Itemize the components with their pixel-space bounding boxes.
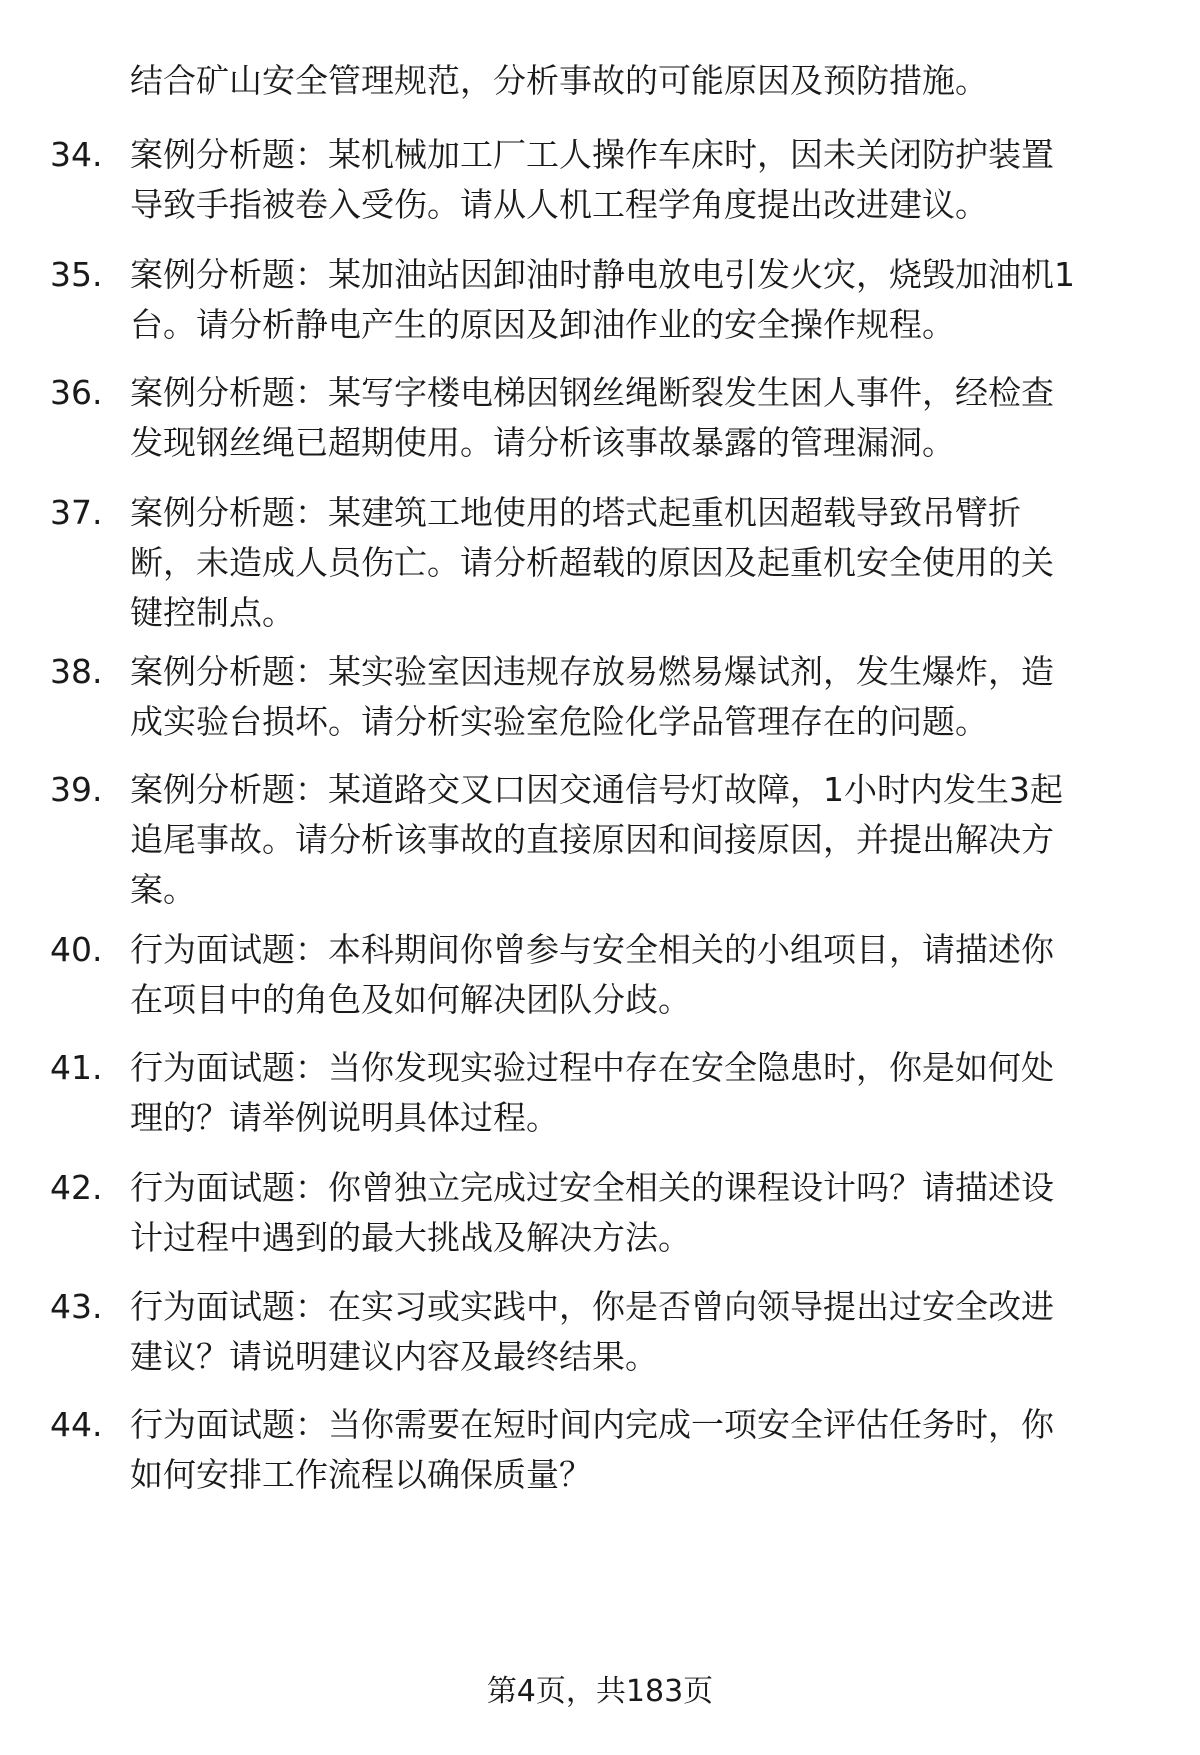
question-line: 行为面试题：当你需要在短时间内完成一项安全评估任务时，你 <box>130 1405 1054 1444</box>
question-text <box>130 1043 1140 1143</box>
question-line: 断，未造成人员伤亡。请分析超载的原因及起重机安全使用的关 <box>130 543 1054 582</box>
question-line: 台。请分析静电产生的原因及卸油作业的安全操作规程。 <box>130 305 955 344</box>
continuation-text: 结合矿山安全管理规范，分析事故的可能原因及预防措施。 <box>130 61 988 100</box>
question-text <box>130 1400 1140 1500</box>
question-text <box>130 1282 1140 1382</box>
question-text <box>130 250 1140 350</box>
question-number: 43. <box>50 1287 103 1326</box>
question-line: 成实验台损坏。请分析实验室危险化学品管理存在的问题。 <box>130 702 988 741</box>
question-text <box>130 765 1140 915</box>
question-line: 行为面试题：本科期间你曾参与安全相关的小组项目，请描述你 <box>130 930 1054 969</box>
question-text <box>130 368 1140 468</box>
question-text <box>130 647 1140 747</box>
question-number: 39. <box>50 770 103 809</box>
question-line: 追尾事故。请分析该事故的直接原因和间接原因，并提出解决方 <box>130 820 1054 859</box>
question-number: 41. <box>50 1048 103 1087</box>
question-line: 行为面试题：你曾独立完成过安全相关的课程设计吗？请描述设 <box>130 1168 1054 1207</box>
question-text <box>130 1163 1140 1263</box>
question-number: 38. <box>50 652 103 691</box>
question-line: 案例分析题：某加油站因卸油时静电放电引发火灾，烧毁加油机1 <box>130 255 1075 294</box>
question-number: 35. <box>50 255 103 294</box>
question-line: 发现钢丝绳已超期使用。请分析该事故暴露的管理漏洞。 <box>130 423 955 462</box>
question-line: 案例分析题：某实验室因违规存放易燃易爆试剂，发生爆炸，造 <box>130 652 1054 691</box>
question-number: 44. <box>50 1405 103 1444</box>
question-number: 34. <box>50 135 103 174</box>
question-line: 案例分析题：某建筑工地使用的塔式起重机因超载导致吊臂折 <box>130 493 1021 532</box>
question-text <box>130 925 1140 1025</box>
question-line: 键控制点。 <box>130 593 295 632</box>
question-line: 案。 <box>130 870 196 909</box>
question-line: 导致手指被卷入受伤。请从人机工程学角度提出改进建议。 <box>130 185 988 224</box>
question-line: 计过程中遇到的最大挑战及解决方法。 <box>130 1218 691 1257</box>
question-number: 40. <box>50 930 103 969</box>
question-line: 行为面试题：当你发现实验过程中存在安全隐患时，你是如何处 <box>130 1048 1054 1087</box>
question-line: 案例分析题：某机械加工厂工人操作车床时，因未关闭防护装置 <box>130 135 1054 174</box>
question-line: 行为面试题：在实习或实践中，你是否曾向领导提出过安全改进 <box>130 1287 1054 1326</box>
question-number: 42. <box>50 1168 103 1207</box>
page-footer: 第4页，共183页 <box>486 1674 714 1709</box>
question-text <box>130 130 1140 230</box>
question-line: 案例分析题：某道路交叉口因交通信号灯故障，1小时内发生3起 <box>130 770 1063 809</box>
question-number: 36. <box>50 373 103 412</box>
question-line: 案例分析题：某写字楼电梯因钢丝绳断裂发生困人事件，经检查 <box>130 373 1054 412</box>
question-line: 在项目中的角色及如何解决团队分歧。 <box>130 980 691 1019</box>
question-text <box>130 488 1140 638</box>
question-line: 建议？请说明建议内容及最终结果。 <box>130 1337 658 1376</box>
question-line: 理的？请举例说明具体过程。 <box>130 1098 559 1137</box>
question-line: 如何安排工作流程以确保质量？ <box>130 1455 592 1494</box>
question-number: 37. <box>50 493 103 532</box>
